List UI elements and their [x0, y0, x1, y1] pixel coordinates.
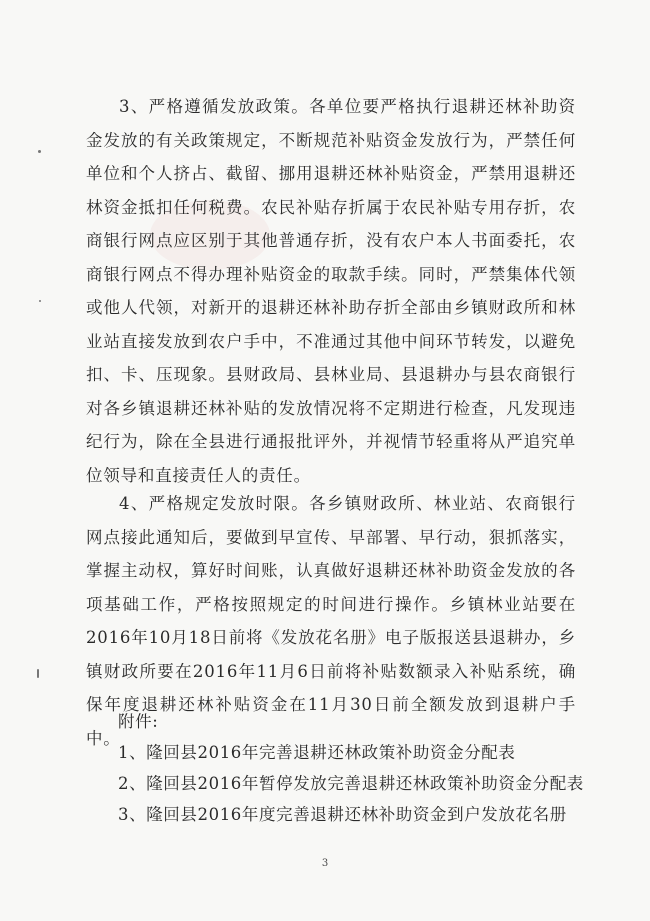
paragraph-3-policy: 3、严格遵循发放政策。各单位要严格执行退耕还林补助资金发放的有关政策规定，不断规范补贴资金发放行为，严禁任何单位和个人挤占、截留、挪用退耕还林补贴资金，严禁用退耕还林资金抵扣任何税费。农民补贴存折属于农民补贴专用存折，农商银行网点应区别于其他普通存折，没有农户本人书面委托，农商银行网点不得办理补贴资金的取款手续。同时，严禁集体代领或他人代领，对新开的退耕还林补助存折全部由乡镇财政所和林业站直接发放到农户手中，不准通过其他中间环节转发，以避免扣、卡、压现象。县财政局、县林业局、县退耕办与县农商银行对各乡镇退耕还林补贴的发放情况将不定期进行检查，凡发现违纪行为，除在全县进行通报批评外，并视情节轻重将从严追究单位领导和直接责任人的责任。 [86, 97, 576, 485]
scan-speck [38, 150, 41, 153]
page-number: 3 [321, 858, 329, 869]
attachment-item: 1、隆回县2016年完善退耕还林政策补助资金分配表 [118, 743, 516, 762]
paragraph-4-deadline: 4、严格规定发放时限。各乡镇财政所、林业站、农商银行网点接此通知后，要做到早宣传、早部署、早行动，狠抓落实，掌握主动权，算好时间账，认真做好退耕还林补助资金发放的各项基础工作，严格按照规定的时间进行操作。乡镇林业站要在2016年10月18日前将《发放花名册》电子版报送县退耕办，乡镇财政所要在2016年11月6日前将补贴数额录入补贴系统，确保年度退耕还林补贴资金在11月30日前全额发放到退耕户手中。 [86, 494, 576, 748]
attachment-item: 3、隆回县2016年度完善退耕还林补助资金到户发放花名册 [118, 805, 567, 824]
attachments-heading: 附件: [118, 712, 159, 731]
scan-speck [37, 669, 39, 678]
scan-speck [39, 300, 41, 302]
attachment-item: 2、隆回县2016年暂停发放完善退耕还林政策补助资金分配表 [118, 774, 584, 793]
